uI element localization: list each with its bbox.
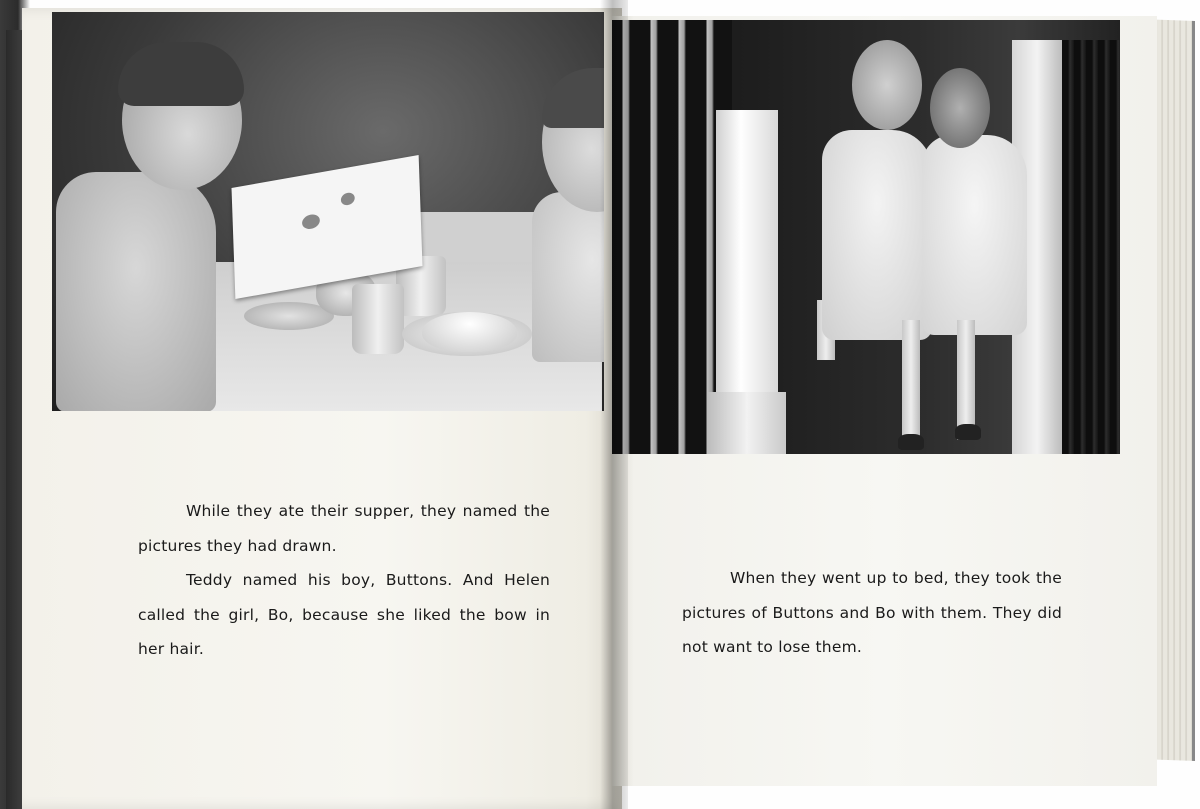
left-page-text: [138, 494, 550, 667]
shoe: [955, 424, 981, 440]
girl-hair: [542, 68, 604, 128]
paragraph: Teddy named his boy, Buttons. And Helen called the girl, Bo, because she liked the bow in her hair.: [138, 571, 550, 658]
girl-figure: [532, 192, 604, 362]
book-spine-shadow: [600, 0, 628, 809]
curtain: [1062, 40, 1120, 454]
paragraph: When they went up to bed, they took the pictures of Buttons and Bo with them. They did not want to lose them.: [682, 569, 1062, 656]
child-b-head: [930, 68, 990, 148]
stairs-photo: [612, 20, 1120, 454]
right-page-text: [682, 561, 1062, 665]
milk-glass-front: [352, 284, 404, 354]
child-b-leg: [957, 320, 975, 440]
newel-post-base: [708, 392, 786, 454]
shoe: [898, 434, 924, 450]
boy-figure: [56, 172, 216, 411]
supper-photo: [52, 12, 604, 411]
stair-balusters: [612, 20, 732, 454]
cereal-bowl: [422, 312, 517, 352]
child-b-figure: [922, 135, 1027, 335]
child-a-head: [852, 40, 922, 130]
boy-hair: [118, 42, 244, 106]
child-a-leg: [902, 320, 920, 440]
paragraph: While they ate their supper, they named the pictures they had drawn.: [138, 502, 550, 555]
child-a-figure: [822, 130, 932, 340]
